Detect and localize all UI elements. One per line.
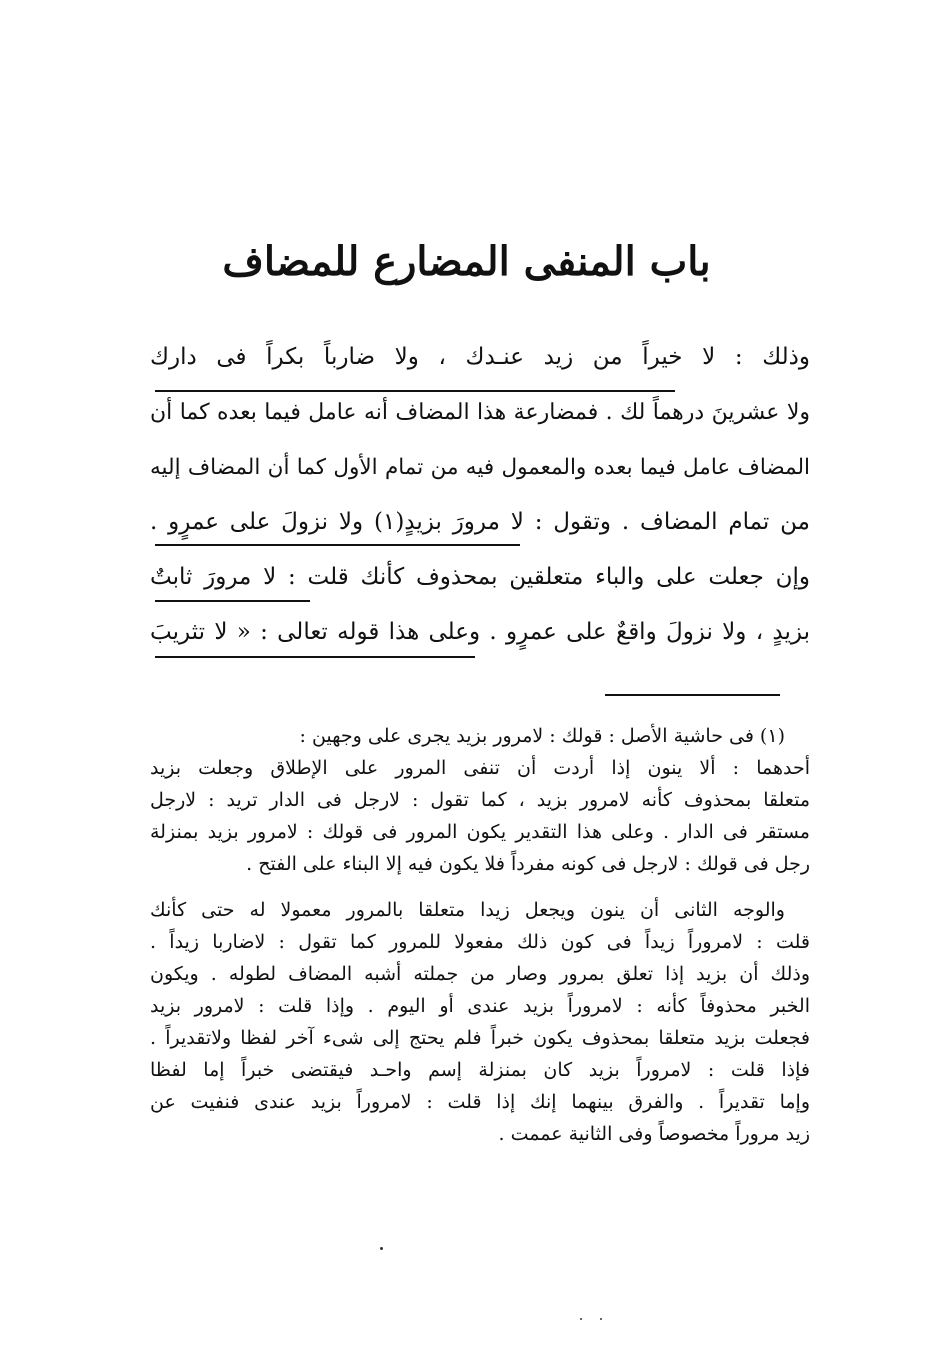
main-text-line: المضاف عامل فيما بعده والمعمول فيه من تمام الأول كما أن المضاف إليه: [150, 455, 810, 480]
underline-mark: [155, 544, 520, 546]
speck-mark: [600, 1318, 602, 1320]
main-text-line: وذلك : لا خيراً من زيد عنـدك ، ولا ضارباً بكراً فى دارك: [150, 344, 810, 370]
chapter-heading: باب المنفى المضارع للمضاف: [222, 238, 711, 285]
underline-mark: [155, 390, 675, 392]
footnotes: [150, 720, 810, 1150]
footnote-line: زيد مروراً مخصوصاً وفى الثانية عممت .: [498, 1123, 810, 1145]
footnote-line: فإذا قلت : لامروراً بزيد كان بمنزلة إسم واحـد فيقتضى خبراً إما لفظا: [150, 1059, 810, 1081]
main-text: [150, 330, 810, 660]
footnote-line: رجل فى قولك : لارجل فى كونه مفرداً فلا يكون فيه إلا البناء على الفتح .: [246, 853, 810, 875]
main-text-line: وإن جعلت على والباء متعلقين بمحذوف كأنك قلت : لا مرورَ ثابتٌ: [150, 564, 810, 590]
footnote-separator: [605, 694, 780, 696]
footnote-line: فجعلت بزيد متعلقا بمحذوف يكون خبراً فلم يحتج إلى شىء آخر لفظا ولاتقديراً .: [150, 1027, 810, 1049]
underline-mark: [155, 600, 310, 602]
footnote-line: وذلك أن بزيد إذا تعلق بمرور وصار من جملته أشبه المضاف لطوله . ويكون: [150, 963, 810, 985]
main-text-line: ولا عشرينَ درهماً لك . فمضارعة هذا المضاف أنه عامل فيما بعده كما أن: [150, 400, 810, 425]
speck-mark: [380, 1247, 383, 1250]
footnote-line: مستقر فى الدار . وعلى هذا التقدير يكون المرور فى قولك : لامرور بزيد بمنزلة: [150, 821, 810, 843]
footnote-line: متعلقا بمحذوف كأنه لامرور بزيد ، كما تقول : لارجل فى الدار تريد : لارجل: [150, 789, 810, 811]
footnote-line: أحدهما : ألا ينون إذا أردت أن تنفى المرور على الإطلاق وجعلت بزيد: [150, 757, 810, 779]
main-text-line: بزيدٍ ، ولا نزولَ واقعٌ على عمرٍو . وعلى هذا قوله تعالى : « لا تثريبَ: [150, 619, 810, 645]
underline-mark: [155, 656, 475, 658]
main-text-line: من تمام المضاف . وتقول : لا مرورَ بزيدٍ(١) ولا نزولَ على عمرٍو .: [150, 509, 810, 535]
footnote-line: وإما تقديراً . والفرق بينهما إنك إذا قلت : لامروراً بزيد عندى فنفيت عن: [150, 1091, 810, 1113]
footnote-line: والوجه الثانى أن ينون ويجعل زيدا متعلقا بالمرور معمولا له حتى كأنك: [150, 899, 785, 921]
footnote-line: قلت : لامروراً زيداً فى كون ذلك مفعولا للمرور كما تقول : لاضاربا زيداً .: [150, 931, 810, 953]
footnote-line: (١) فى حاشية الأصل : قولك : لامرور بزيد يجرى على وجهين :: [299, 725, 785, 747]
speck-mark: [580, 1318, 582, 1320]
footnote-line: الخبر محذوفاً كأنه : لامروراً بزيد عندى أو اليوم . وإذا قلت : لامرور بزيد: [150, 995, 810, 1017]
